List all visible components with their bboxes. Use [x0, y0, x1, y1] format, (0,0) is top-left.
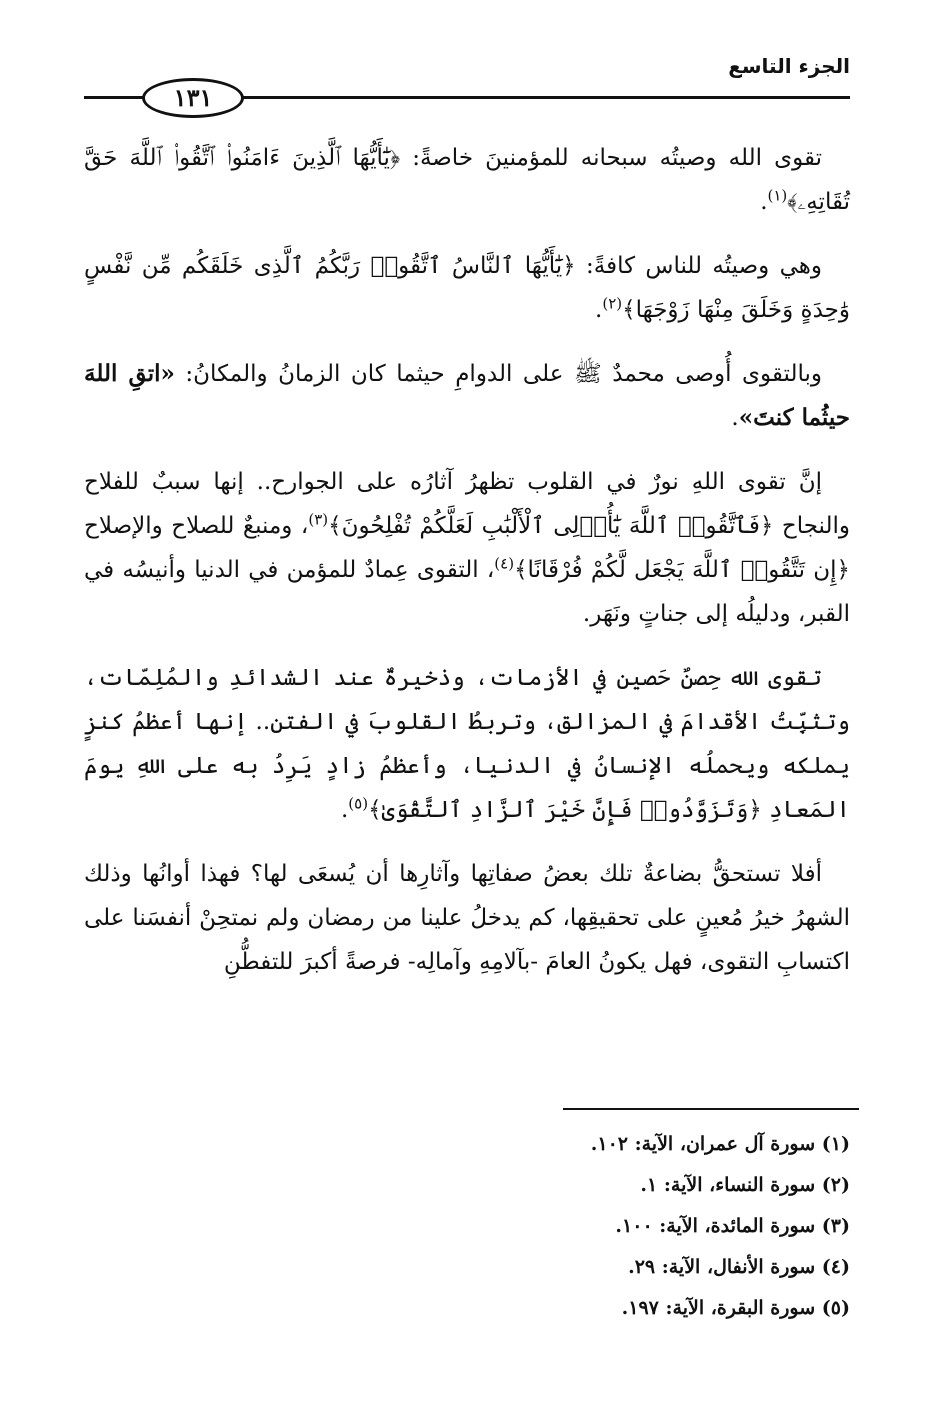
quran-verse: ﴿يَٰٓأَيُّهَا ٱلَّذِينَ ءَامَنُوا۟ ٱتَّقُوا۟ ٱللَّهَ حَقَّ تُقَاتِهِۦ﴾: [84, 145, 850, 215]
paragraph-2: [84, 244, 850, 332]
quran-verse: ﴿وَتَزَوَّدُوا۟ فَإِنَّ خَيْرَ ٱلزَّادِ ٱلتَّقْوَىٰ﴾: [368, 797, 762, 823]
part-title: الجزء التاسع: [728, 54, 850, 78]
footnote-4: (٤) سورة الأنفال، الآية: ٢٩.: [628, 1256, 850, 1278]
para-text: إنَّ تقوى اللهِ نورٌ في القلوب تظهرُ آثارُه على الجوارح.. إنها سببٌ للفلاح والنجاح: [84, 469, 850, 539]
quran-verse: ﴿فَٱتَّقُوا۟ ٱللَّهَ يَٰٓأُو۟لِى ٱلْأَلْبَٰبِ لَعَلَّكُمْ تُفْلِحُونَ﴾: [328, 513, 774, 539]
paragraph-1: [84, 136, 850, 224]
para-text: وبالتقوى أُوصى محمدٌ ﷺ على الدوامِ حيثما كان الزمانُ والمكانُ:: [174, 361, 822, 387]
footnote-ref: (٢): [602, 294, 623, 313]
footnote-ref: (٥): [348, 794, 369, 813]
footnote-ref: (٣): [308, 510, 329, 529]
footnote-3: (٣) سورة المائدة، الآية: ١٠٠.: [615, 1215, 850, 1237]
para-text: تقوى الله وصيتُه سبحانه للمؤمنينَ خاصةً:: [400, 145, 822, 171]
para-text: وهي وصيتُه للناس كافةً:: [575, 253, 822, 279]
footnote-separator: [563, 1108, 859, 1110]
page-header: [84, 40, 850, 120]
para-text: أفلا تستحقُّ بضاعةٌ تلك بعضُ صفاتِها وآثارِها أن يُسعَى لها؟ فهذا أوانُها وذلك الشهرُ خيرُ مُعينٍ على تحقيقِها، كم يدخلُ علينا من رمضان ولم نمتحِنْ أنفسَنا على اكتسابِ التقوى، فهل يكونُ العامَ -بآلامِهِ وآمالِه- فرصةً أكبرَ للتفطُّنِ: [84, 861, 850, 975]
paragraph-5: [84, 656, 850, 832]
footnote-1: (١) سورة آل عمران، الآية: ١٠٢.: [590, 1133, 850, 1155]
para-text: .: [595, 297, 603, 323]
page-number: ١٣١: [142, 78, 244, 118]
para-text: .: [340, 797, 349, 823]
footnote-2: (٢) سورة النساء، الآية: ١.: [640, 1174, 850, 1196]
paragraph-6: [84, 852, 850, 984]
para-text: ، التقوى عِمادٌ للمؤمن في الدنيا وأنيسُه في القبر، ودليلُه إلى جناتٍ ونَهَر.: [84, 557, 850, 627]
para-text: .: [760, 189, 768, 215]
paragraph-3: [84, 352, 850, 440]
para-text: تقوى الله حِصنٌ حَصين في الأزمات، وذخيرةٌ عند الشدائدِ والمُلِمّات، وتثبِّتُ الأقدامَ في المزالق، وتربطُ القلوبَ في الفتن.. إنها أعظمُ كنزٍ يملكه ويحملُه الإنسانُ في الدنيا، وأعظمُ زادٍ يَرِدُ به على اللهِ يومَ المَعادِ: [84, 665, 850, 823]
footnote-5: (٥) سورة البقرة، الآية: ١٩٧.: [621, 1297, 850, 1319]
footnote-ref: (١): [767, 186, 788, 205]
body-text: [84, 136, 850, 1004]
quran-verse: ﴿إِن تَتَّقُوا۟ ٱللَّهَ يَجْعَل لَّكُمْ فُرْقَانًا﴾: [514, 557, 850, 583]
para-text: .: [731, 405, 739, 431]
quran-verse: ﴿يَٰٓأَيُّهَا ٱلنَّاسُ ٱتَّقُوا۟ رَبَّكُمُ ٱلَّذِى خَلَقَكُم مِّن نَّفْسٍ وَٰحِدَةٍ وَخَلَقَ مِنْهَا زَوْجَهَا﴾: [84, 253, 850, 323]
hadith-quote: «اتقِ اللهَ حيثُما كنتَ»: [84, 360, 850, 431]
paragraph-4: [84, 460, 850, 636]
footnote-ref: (٤): [494, 554, 515, 573]
para-text: ، ومنبعٌ للصلاح والإصلاح: [84, 513, 309, 539]
footnotes: [290, 1124, 850, 1329]
